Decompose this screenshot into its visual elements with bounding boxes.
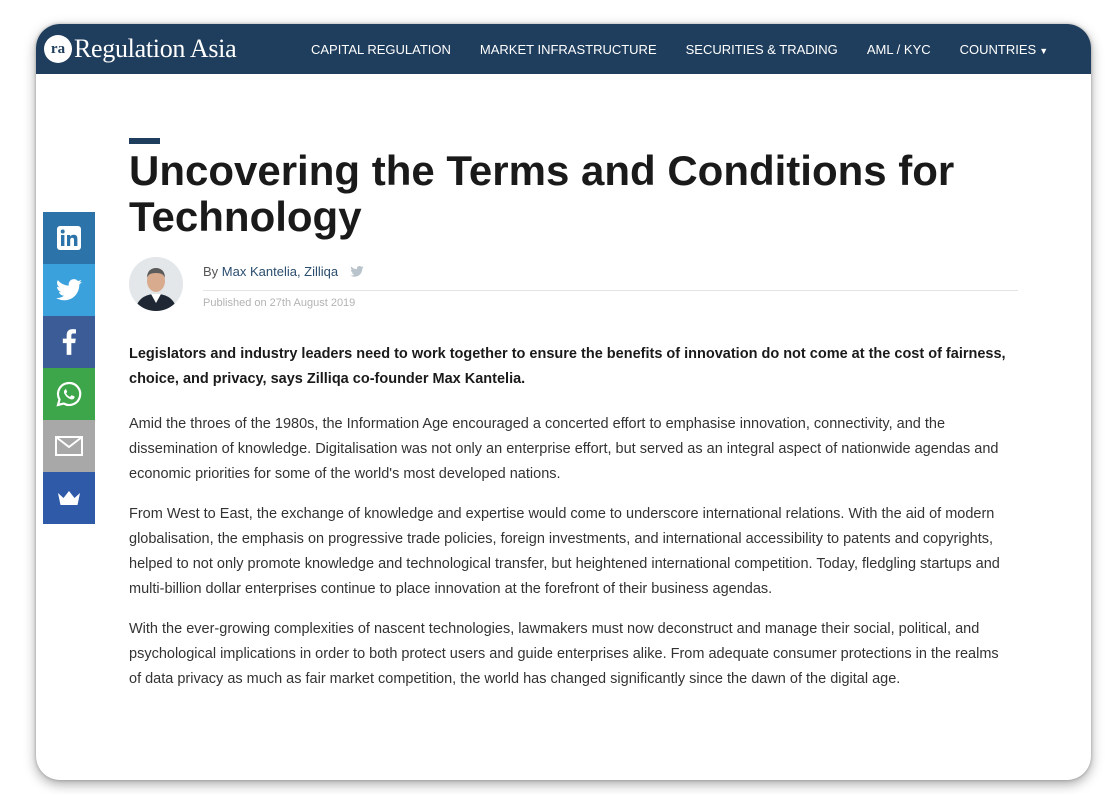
- chevron-down-icon: ▼: [1039, 45, 1049, 56]
- article-lead: Legislators and industry leaders need to work together to ensure the benefits of innovation do not come at the cost of fairness, choice, and privacy, says Zilliqa co-founder Max Kantelia.: [129, 346, 1006, 387]
- publish-date: Published on 27th August 2019: [203, 297, 356, 309]
- article-title: Uncovering the Terms and Conditions for Technology: [129, 147, 955, 240]
- nav-countries-label: COUNTRIES: [959, 41, 1037, 57]
- main-menu: [311, 24, 1048, 74]
- article-paragraph: Amid the throes of the 1980s, the Information Age encouraged a concerted effort to emphasise innovation, connectivity, and the dissemination of knowledge. Digitalisation was not only an enterprise effort, but served as an integral aspect of nationwide agendas and economic priorities for some of the world's most developed nations.: [129, 416, 999, 482]
- article-paragraph: From West to East, the exchange of knowledge and expertise would come to underscore international relations. With the aid of modern globalisation, the emphasis on progressive trade policies, foreign investments, and international accessibility to patents and copyrights, helped to not only promote knowledge and technological transfer, but heightened international competition. Today, fledgling startups and multi-billion dollar enterprises continue to place innovation at the forefront of their business agendas.: [129, 506, 1000, 597]
- logo-text: Regulation Asia: [74, 34, 237, 63]
- byline-divider: [203, 290, 1018, 291]
- crown-icon: [57, 490, 81, 506]
- share-whatsapp-button[interactable]: [43, 368, 95, 420]
- nav-countries[interactable]: [960, 42, 1048, 57]
- logo-mark: ra: [44, 35, 72, 63]
- author-photo: [129, 257, 183, 311]
- nav-aml-kyc[interactable]: AML / KYC: [866, 41, 931, 57]
- top-navigation: [36, 24, 1091, 74]
- whatsapp-icon: [55, 380, 83, 408]
- linkedin-icon: [57, 226, 81, 250]
- author-link[interactable]: Max Kantelia, Zilliqa: [221, 264, 339, 279]
- share-email-button[interactable]: [43, 420, 95, 472]
- share-linkedin-button[interactable]: [43, 212, 95, 264]
- nav-market-infrastructure[interactable]: MARKET INFRASTRUCTURE: [479, 41, 657, 57]
- site-logo[interactable]: [44, 24, 236, 74]
- article-body: [129, 342, 1009, 707]
- share-facebook-button[interactable]: [43, 316, 95, 368]
- byline: [203, 264, 364, 280]
- title-accent-bar: [129, 138, 160, 144]
- browser-frame: [36, 24, 1091, 780]
- nav-capital-regulation[interactable]: CAPITAL REGULATION: [311, 41, 451, 57]
- share-twitter-button[interactable]: [43, 264, 95, 316]
- nav-securities-trading[interactable]: SECURITIES & TRADING: [685, 41, 838, 57]
- facebook-icon: [62, 329, 76, 355]
- twitter-icon: [56, 279, 82, 301]
- share-bar: [43, 212, 95, 524]
- mail-icon: [55, 436, 83, 456]
- article-paragraph: With the ever-growing complexities of nascent technologies, lawmakers must now deconstruct and manage their social, political, and psychological implications in order to both protect users and guide enterprises alike. From adequate consumer protections in the realms of data privacy as much as fair market competition, the world has changed significantly since the dawn of the digital age.: [129, 621, 999, 687]
- byline-prefix: By: [203, 264, 219, 279]
- author-avatar: [129, 257, 183, 311]
- author-twitter-icon[interactable]: [350, 265, 364, 280]
- share-sumome-button[interactable]: [43, 472, 95, 524]
